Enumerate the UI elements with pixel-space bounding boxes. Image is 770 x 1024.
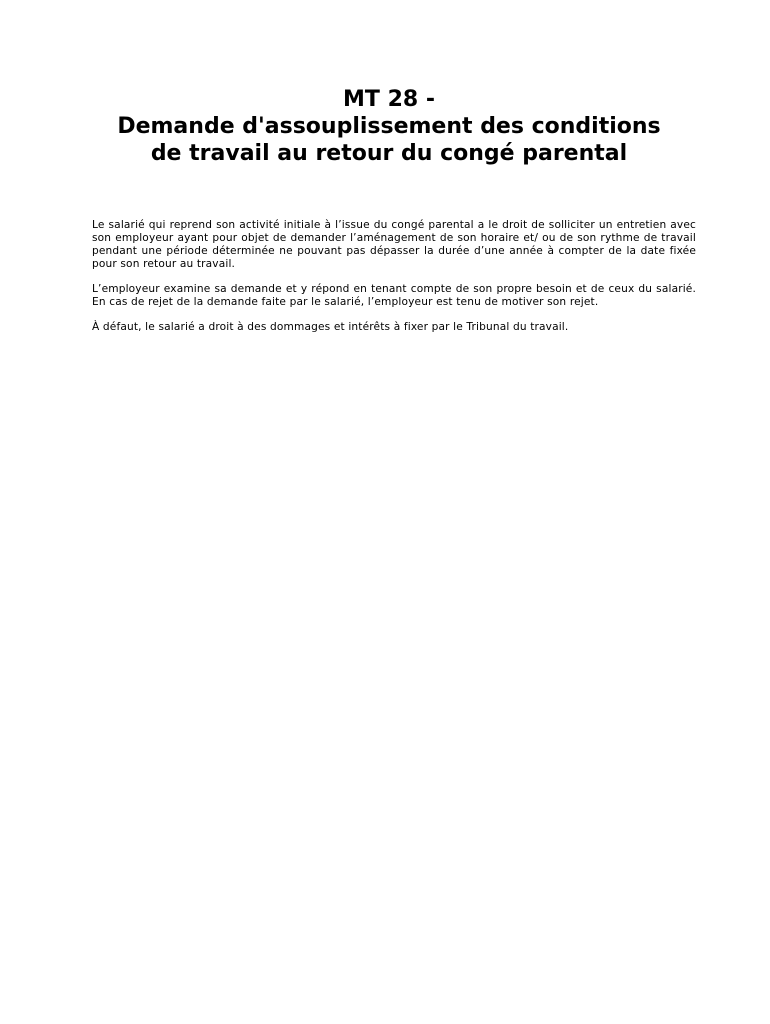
title-line-reference: MT 28 - [343,87,435,112]
paragraph-damages: À défaut, le salarié a droit à des dommages et intérêts à fixer par le Tribunal du travail. [92,321,569,333]
paragraph-right-to-request: Le salarié qui reprend son activité initiale à l’issue du congé parental a le droit de solliciter un entretien avec son employeur ayant pour objet de demander l’aménagement de son horaire et/ ou de son rythme de travail pendant une période déterminée ne pouvant pas dépasser la durée d’une année à compter de la date fixée pour son retour au travail. [92,219,696,270]
document-title [60,86,718,167]
document-body [92,219,696,346]
paragraph-employer-response: L’employeur examine sa demande et y répond en tenant compte de son propre besoin et de ceux du salarié. En cas de rejet de la demande faite par le salarié, l’employeur est tenu de motiver son rejet. [92,283,696,308]
title-line-subject: Demande d'assouplissement des conditions [117,114,661,139]
title-line-subject-continued: de travail au retour du congé parental [150,141,628,166]
